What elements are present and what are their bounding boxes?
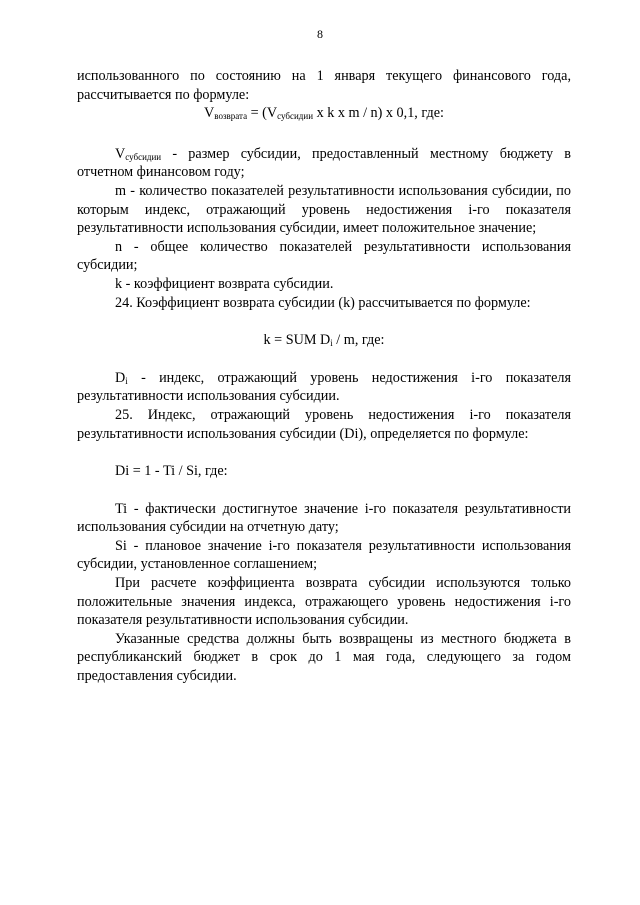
definition-n: n - общее количество показателей результативности использования субсидии; [77, 238, 571, 274]
definition-v-subsidy [77, 145, 571, 182]
spacer [77, 443, 571, 462]
formula-di: Di = 1 - Ti / Si, где: [115, 463, 228, 480]
definition-symbol: D [115, 369, 126, 386]
formula-text: / m, где: [332, 332, 385, 349]
definition-m: m - количество показателей результативности использования субсидии, по которым индекс, отражающий уровень недостижения i-го показателя результативности использования субсидии, имеет положительное значение; [77, 182, 571, 237]
definition-symbol: V [115, 145, 126, 162]
definition-text: - индекс, отражающий уровень недостижения i-го показателя результативности использования субсидии. [77, 369, 571, 405]
definition-subscript: i [125, 375, 128, 386]
definition-di [77, 369, 571, 406]
page-number: 8 [317, 27, 323, 41]
paragraph-positive-values: При расчете коэффициента возврата субсидии используются только положительные значения индекса, отражающего уровень недостижения i-го показателя результативности использования субсидии. [77, 575, 571, 629]
formula-refund-volume [77, 104, 571, 123]
formula-subscript: возврата [214, 111, 248, 122]
paragraph-24: 24. Коэффициент возврата субсидии (k) рассчитывается по формуле: [115, 294, 531, 311]
definition-si: Si - плановое значение i-го показателя результативности использования субсидии, установленное соглашением; [77, 537, 571, 573]
spacer [77, 312, 571, 331]
document-body [77, 67, 571, 686]
definition-ti: Ti - фактически достигнутое значение i-го показателя результативности использования субсидии на отчетную дату; [77, 500, 571, 536]
spacer [77, 350, 571, 369]
definition-text: - размер субсидии, предоставленный местному бюджету в отчетном финансовом году; [77, 145, 571, 181]
formula-subscript: i [330, 338, 333, 349]
paragraph-return-deadline: Указанные средства должны быть возвращены из местного бюджета в республиканский бюджет в срок до 1 мая года, следующего за годом предоставления субсидии. [77, 630, 571, 685]
paragraph-intro: использованного по состоянию на 1 января текущего финансового года, рассчитывается по формуле: [77, 68, 571, 103]
definition-subscript: субсидии [125, 151, 162, 162]
paragraph-25: 25. Индекс, отражающий уровень недостижения i-го показателя результативности использования субсидии (Di), определяется по формуле: [77, 406, 571, 442]
formula-k [77, 331, 571, 350]
spacer [77, 123, 571, 145]
formula-text: k = SUM D [263, 332, 331, 349]
formula-text: = (V [247, 105, 278, 122]
formula-text: x k x m / n) x 0,1, где: [313, 105, 444, 122]
spacer [77, 481, 571, 500]
formula-symbol: V [204, 105, 215, 122]
formula-subscript: субсидии [277, 111, 314, 122]
definition-k: k - коэффициент возврата субсидии. [115, 275, 334, 292]
